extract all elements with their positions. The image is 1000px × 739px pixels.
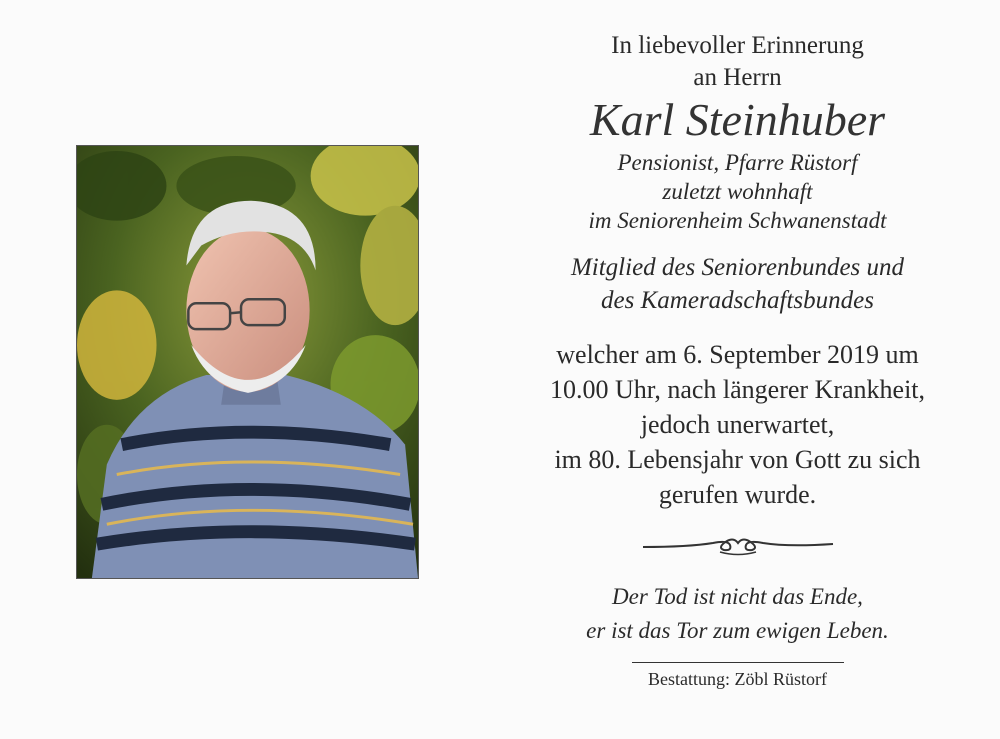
flourish-divider-icon: [500, 530, 975, 560]
portrait-image: [77, 146, 418, 578]
quote-block: [500, 580, 975, 648]
death-notice-line: gerufen wurde.: [658, 480, 817, 509]
deceased-name: Karl Steinhuber: [589, 94, 886, 145]
death-notice-line: welcher am 6. September 2019 um: [556, 340, 919, 369]
membership-block: [500, 251, 975, 317]
intro-line: In liebevoller Erinnerung: [611, 32, 864, 59]
detail-line: im Seniorenheim Schwanenstadt: [588, 208, 887, 233]
membership-line: Mitglied des Seniorenbundes und: [570, 254, 905, 281]
membership-line: des Kameradschaftsbundes: [601, 287, 874, 314]
funeral-home: Bestattung: Zöbl Rüstorf: [648, 669, 827, 689]
death-notice: [500, 337, 975, 512]
death-notice-line: im 80. Lebensjahr von Gott zu sich: [554, 445, 921, 474]
quote-line: Der Tod ist nicht das Ende,: [612, 584, 863, 609]
death-notice-line: jedoch unerwartet,: [640, 410, 835, 439]
death-notice-line: 10.00 Uhr, nach längerer Krankheit,: [549, 375, 926, 404]
memorial-text: [500, 30, 975, 691]
intro-line: an Herrn: [693, 64, 782, 91]
divider-line: [632, 662, 844, 663]
quote-line: er ist das Tor zum ewigen Leben.: [586, 618, 889, 643]
portrait-photo: [76, 145, 419, 579]
detail-line: Pensionist, Pfarre Rüstorf: [617, 150, 858, 175]
detail-line: zuletzt wohnhaft: [662, 179, 813, 204]
